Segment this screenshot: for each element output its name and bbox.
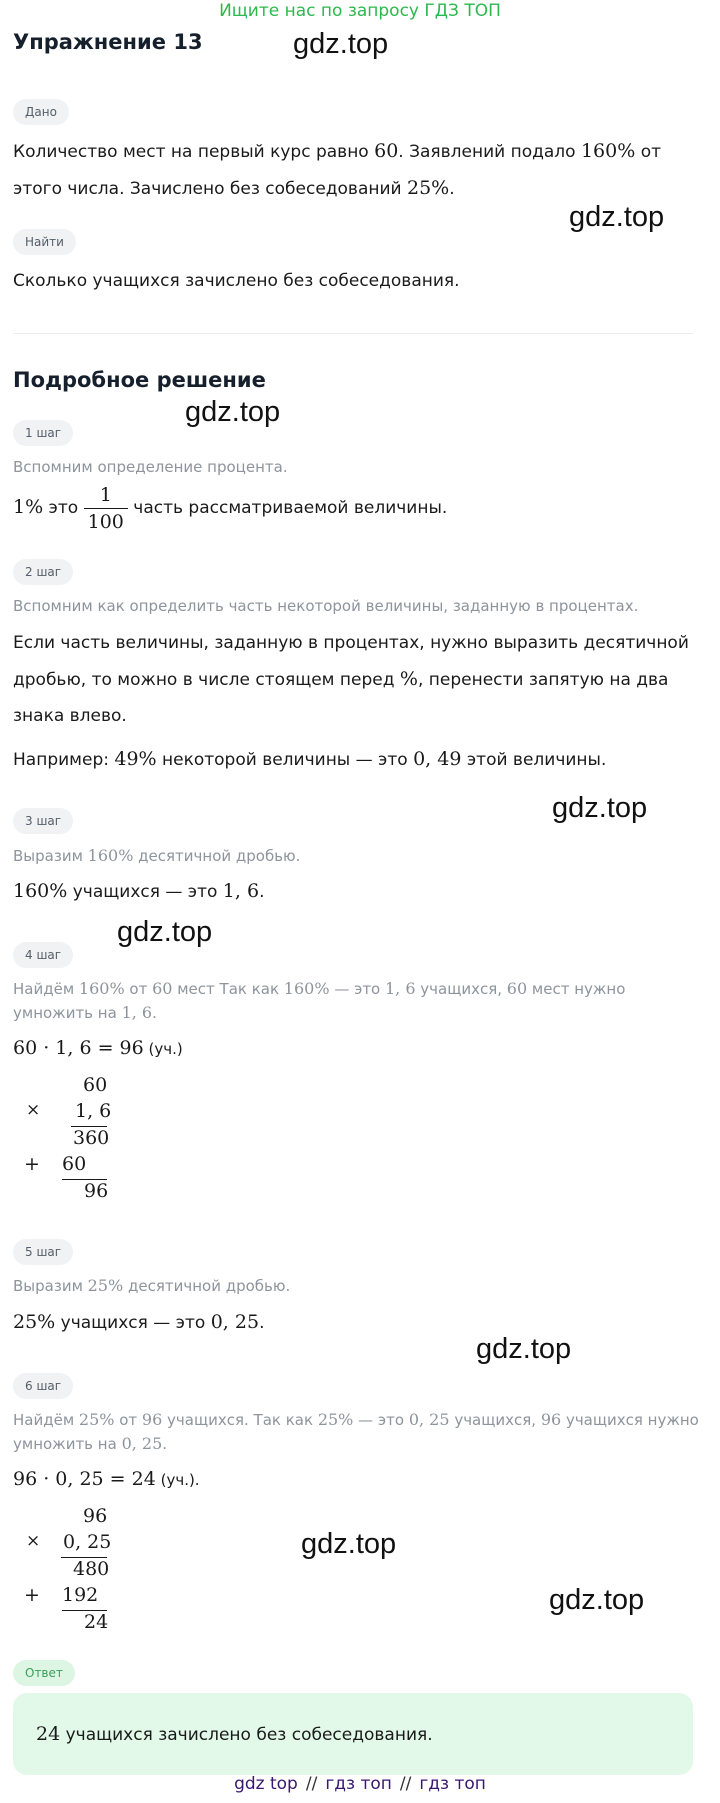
answer-text: 24 учащихся зачислено без собеседования.	[36, 1723, 433, 1745]
footer-separator: //	[305, 1774, 318, 1794]
step-1-hint: Вспомним определение процента.	[13, 458, 288, 476]
plus-sign: +	[24, 1153, 40, 1175]
given-pill: Дано	[13, 99, 69, 125]
step-6-pill: 6 шаг	[13, 1373, 73, 1399]
fraction-1-100: $\frac{1}{100}$	[84, 482, 128, 535]
plus-sign: +	[24, 1584, 40, 1606]
watermark: gdz.top	[569, 201, 665, 233]
step-2-example: Например: 49% некоторой величины — это 0, 49 этой величины.	[13, 748, 607, 770]
partial-product-2: 192	[62, 1584, 99, 1606]
step-3-text: 160% учащихся — это 1, 6.	[13, 880, 265, 902]
find-pill: Найти	[13, 229, 76, 255]
search-banner[interactable]: Ищите нас по запросу ГДЗ ТОП	[219, 1, 501, 21]
step-4-hint: Найдём 160% от 60 мест Так как 160% — это 1, 6 учащихся, 60 мест нужно умножить на 1, 6.	[13, 979, 626, 1022]
step-1-formula: 1% это $\frac{1}{100}$ часть рассматриваемой величины.	[13, 483, 448, 533]
footer-links	[0, 1771, 720, 1797]
solution-title: Подробное решение	[13, 368, 266, 392]
product-result: 24	[84, 1611, 109, 1633]
footer-link[interactable]: гдз топ	[325, 1774, 392, 1794]
watermark: gdz.top	[476, 1333, 572, 1365]
divider	[13, 333, 693, 334]
watermark: gdz.top	[293, 28, 389, 60]
times-sign: ×	[26, 1100, 41, 1120]
multiplicand: 60	[83, 1074, 108, 1096]
answer-box	[13, 1693, 693, 1775]
footer-separator: //	[399, 1774, 412, 1794]
step-4-equation: 60 · 1, 6 = 96 (уч.)	[13, 1037, 183, 1059]
step-3-hint: Выразим 160% десятичной дробью.	[13, 846, 301, 865]
watermark: gdz.top	[549, 1584, 645, 1616]
step-2-pill: 2 шаг	[13, 559, 73, 585]
multiplier: 0, 25	[63, 1531, 112, 1553]
watermark: gdz.top	[552, 792, 648, 824]
step-5-pill: 5 шаг	[13, 1239, 73, 1265]
step-2-text: Если часть величины, заданную в процентах, нужно выразить десятичной дробью, то можно в числе стоящем перед %, перенести запятую на два знака влево.	[13, 633, 689, 726]
step-5-hint: Выразим 25% десятичной дробью.	[13, 1276, 291, 1295]
partial-product-1: 480	[73, 1558, 110, 1580]
find-text: Сколько учащихся зачислено без собеседования.	[13, 271, 460, 291]
step-6-equation: 96 · 0, 25 = 24 (уч.).	[13, 1468, 200, 1490]
multiplier: 1, 6	[75, 1100, 112, 1122]
multiplicand: 96	[83, 1505, 108, 1527]
page-title: Упражнение 13	[13, 30, 203, 54]
given-text: Количество мест на первый курс равно 60. Заявлений подало 160% от этого числа. Зачислено без собеседований 25%.	[13, 140, 662, 199]
product-result: 96	[84, 1180, 109, 1202]
step-4-pill: 4 шаг	[13, 942, 73, 968]
watermark: gdz.top	[185, 396, 281, 428]
step-2-hint: Вспомним как определить часть некоторой величины, заданную в процентах.	[13, 597, 639, 615]
watermark: gdz.top	[301, 1528, 397, 1560]
partial-product-2: 60	[62, 1153, 87, 1175]
partial-product-1: 360	[73, 1127, 110, 1149]
step-1-pill: 1 шаг	[13, 420, 73, 446]
answer-pill: Ответ	[13, 1660, 75, 1686]
watermark: gdz.top	[117, 916, 213, 948]
times-sign: ×	[26, 1531, 41, 1551]
step-5-text: 25% учащихся — это 0, 25.	[13, 1311, 265, 1333]
step-6-hint: Найдём 25% от 96 учащихся. Так как 25% — это 0, 25 учащихся, 96 учащихся нужно умножить на 0, 25.	[13, 1410, 699, 1453]
step-3-pill: 3 шаг	[13, 808, 73, 834]
footer-link[interactable]: гдз топ	[419, 1774, 486, 1794]
footer-link[interactable]: gdz top	[234, 1774, 298, 1794]
